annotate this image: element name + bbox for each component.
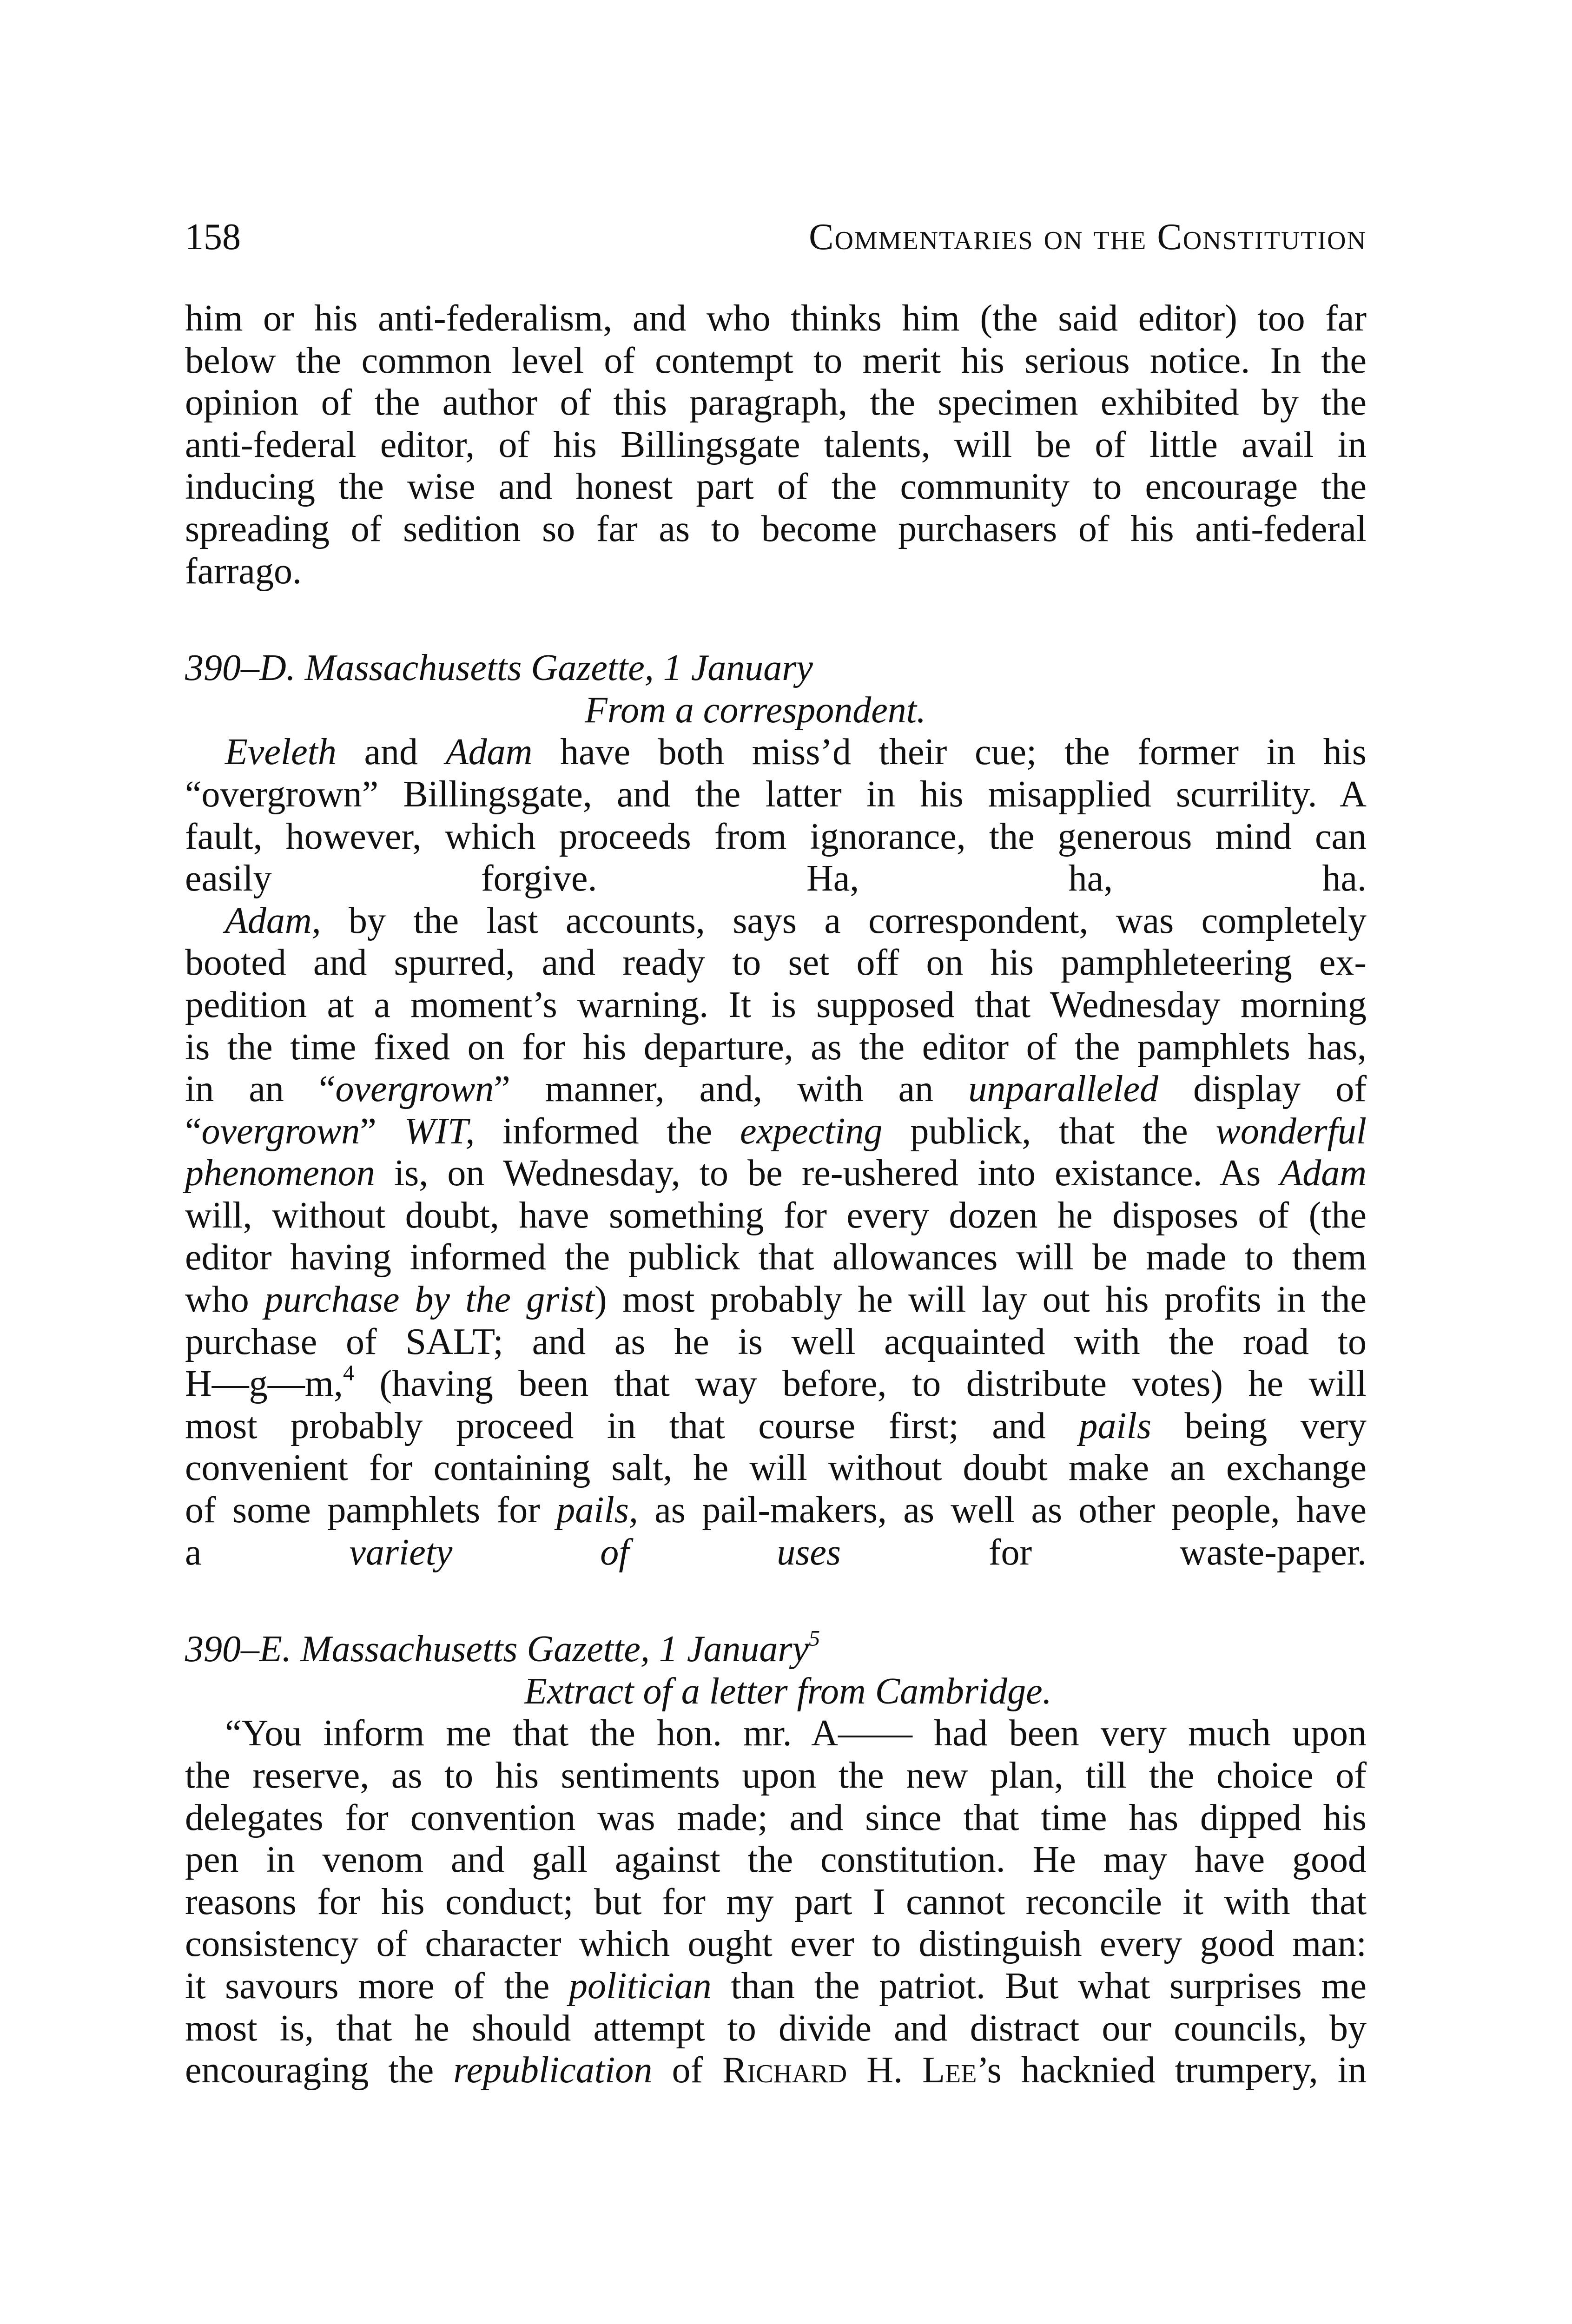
- text-line: reasons for his conduct; but for my part I cannot reconcile it with that: [185, 1881, 1367, 1922]
- italic-run: expecting: [740, 1110, 883, 1152]
- paragraph-390d-1: [185, 731, 1367, 899]
- text-run: (having been that way before, to distribute votes) he will: [354, 1363, 1367, 1405]
- paragraph-390e-1: [185, 1712, 1367, 2091]
- text-run: of: [652, 2050, 723, 2091]
- italic-run: unparalleled: [968, 1069, 1159, 1110]
- text-run: encouraging the: [185, 2050, 454, 2091]
- text-run: of some pamphlets for: [185, 1490, 557, 1531]
- text-line: easily forgive. Ha, ha, ha.: [185, 858, 1367, 899]
- text-line: [185, 1532, 1367, 1574]
- italic-name: Eveleth: [225, 732, 337, 773]
- text-line: purchase of SALT; and as he is well acquainted with the road to: [185, 1321, 1367, 1362]
- continuation-paragraph: [185, 297, 1367, 592]
- italic-run: purchase by the grist: [264, 1279, 594, 1320]
- small-caps-name: Lee: [922, 2050, 977, 2091]
- text-run: and: [336, 732, 446, 773]
- text-line: spreading of sedition so far as to become purchasers of his anti-federal: [185, 508, 1367, 549]
- text-run: who: [185, 1279, 265, 1320]
- text-line: [185, 1405, 1367, 1447]
- section-heading-390d: 390–D. Massachusetts Gazette, 1 January: [185, 647, 813, 689]
- text-line: anti-federal editor, of his Billingsgate talents, will be of little avail in: [185, 424, 1367, 465]
- text-line: most is, that he should attempt to divide and distract our councils, by: [185, 2007, 1367, 2049]
- paragraph-390d-2: [185, 900, 1367, 1574]
- text-line: “You inform me that the hon. mr. A—— had been very much upon: [225, 1713, 1367, 1754]
- italic-run: overgrown: [201, 1110, 360, 1152]
- text-line: is the time fixed on for his departure, as the editor of the pamphlets has,: [185, 1026, 1367, 1068]
- text-line: [185, 1360, 1367, 1405]
- text-line: [185, 1965, 1367, 2007]
- text-line: pen in venom and gall against the constitution. He may have good: [185, 1839, 1367, 1881]
- text-run: it savours more of the: [185, 1965, 569, 2007]
- text-run: “: [185, 1110, 202, 1152]
- italic-run: pails,: [556, 1490, 638, 1531]
- italic-run: wonderful: [1215, 1110, 1367, 1152]
- text-line: editor having informed the publick that allowances will be made to them: [185, 1237, 1367, 1278]
- text-line: booted and spurred, and ready to set off on his pamphleteering ex-: [185, 942, 1367, 984]
- text-line: [185, 1068, 1367, 1110]
- text-run: by the last accounts, says a correspondent, was completely: [321, 900, 1367, 941]
- section-heading-390e: [185, 1628, 1367, 1670]
- italic-run: republication: [453, 2050, 653, 2091]
- heading-text: 390–E. Massachusetts Gazette, 1 January: [185, 1629, 809, 1670]
- text-run: display of: [1158, 1069, 1367, 1110]
- text-line: consistency of character which ought ever to distinguish every good man:: [185, 1923, 1367, 1965]
- italic-run: politician: [569, 1965, 712, 2007]
- italic-run: WIT,: [404, 1110, 475, 1152]
- text-run: H—g—m,: [185, 1363, 343, 1405]
- footnote-marker: 5: [809, 1626, 820, 1651]
- text-line: fault, however, which proceeds from ignorance, the generous mind can: [185, 816, 1367, 857]
- text-line: him or his anti-federalism, and who thinks him (the said editor) too far: [185, 298, 1367, 339]
- text-line: opinion of the author of this paragraph, the specimen exhibited by the: [185, 382, 1367, 423]
- text-run: than the patriot. But what surprises me: [711, 1965, 1367, 2007]
- text-line: the reserve, as to his sentiments upon the new plan, till the choice of: [185, 1755, 1367, 1796]
- running-title: Commentaries on the Constitution: [809, 217, 1367, 257]
- text-line: pedition at a moment’s warning. It is supposed that Wednesday morning: [185, 984, 1367, 1025]
- page-number: 158: [185, 217, 241, 257]
- text-line: [185, 1279, 1367, 1321]
- text-line: [185, 2049, 1367, 2092]
- body-text: [185, 297, 1367, 2092]
- small-caps-name: Richard: [722, 2050, 847, 2091]
- text-line: inducing the wise and honest part of the community to encourage the: [185, 466, 1367, 508]
- dateline-correspondent: From a correspondent.: [585, 689, 926, 731]
- text-run: for waste-paper.: [841, 1532, 1367, 1573]
- text-run: ) most probably he will lay out his profits in the: [594, 1279, 1367, 1320]
- text-run: most probably proceed in that course first; and: [185, 1405, 1079, 1446]
- text-run: being very: [1151, 1405, 1367, 1446]
- text-line: below the common level of contempt to merit his serious notice. In the: [185, 340, 1367, 381]
- italic-run: overgrown: [335, 1069, 494, 1110]
- text-run: ’s hacknied trumpery, in: [977, 2050, 1367, 2091]
- text-line: convenient for containing salt, he will without doubt make an exchange: [185, 1447, 1367, 1489]
- italic-name: Adam: [1280, 1153, 1367, 1194]
- running-head: [185, 211, 1367, 263]
- text-line: [185, 1152, 1367, 1195]
- text-run: ” manner, and, with an: [494, 1069, 969, 1110]
- text-line: [185, 731, 1367, 773]
- italic-run: phenomenon: [185, 1153, 375, 1194]
- italic-run: variety of uses: [349, 1532, 841, 1573]
- text-run: a: [185, 1532, 350, 1573]
- text-line: [185, 1110, 1367, 1153]
- text-line: [185, 1489, 1367, 1532]
- text-run: ”: [360, 1110, 404, 1152]
- footnote-marker: 4: [343, 1360, 354, 1386]
- italic-run: pails: [1079, 1405, 1151, 1446]
- text-line: [185, 900, 1367, 942]
- italic-name: Adam: [445, 732, 533, 773]
- text-line: will, without doubt, have something for every dozen he disposes of (the: [185, 1195, 1367, 1236]
- text-run: publick, that the: [882, 1110, 1216, 1152]
- text-line: delegates for convention was made; and since that time has dipped his: [185, 1797, 1367, 1838]
- text-run: is, on Wednesday, to be re-ushered into existance. As: [375, 1153, 1280, 1194]
- text-line: farrago.: [185, 550, 302, 592]
- dateline-cambridge: Extract of a letter from Cambridge.: [524, 1670, 1052, 1712]
- text-line: “overgrown” Billingsgate, and the latter in his misapplied scurrility. A: [185, 773, 1367, 815]
- text-run: as pail-makers, as well as other people, have: [638, 1490, 1367, 1531]
- text-run: have both miss’d their cue; the former in his: [532, 732, 1367, 773]
- text-run: in an “: [185, 1069, 336, 1110]
- italic-name: Adam,: [225, 900, 321, 941]
- text-run: informed the: [475, 1110, 740, 1152]
- text-run: H.: [847, 2050, 923, 2091]
